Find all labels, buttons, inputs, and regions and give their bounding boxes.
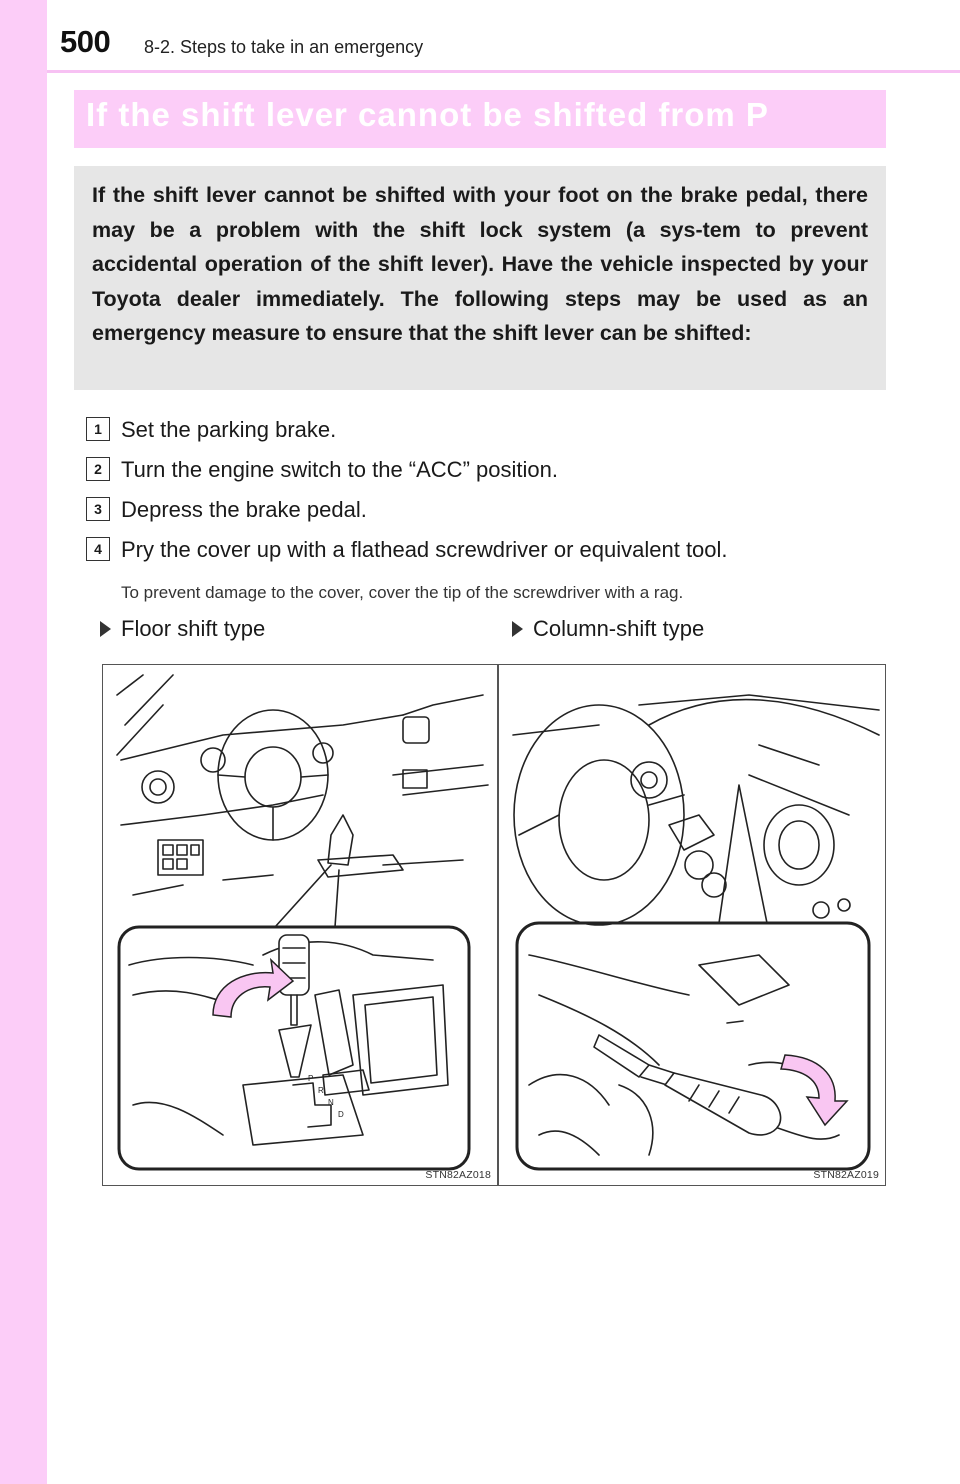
figure-label-column-shift	[512, 616, 704, 642]
svg-text:R: R	[318, 1086, 324, 1095]
page-number: 500	[60, 24, 111, 59]
floor-shift-illustration	[103, 665, 499, 1187]
figure-column-shift	[498, 664, 886, 1186]
figure-label-floor-shift	[100, 616, 265, 642]
intro-text: If the shift lever cannot be shifted with your foot on the brake pedal, there may be a problem with the shift lock system (a sys-tem to prevent accidental operation of the shift lever). Have the vehicle inspected by your Toyota dealer immediately. The following steps may be used as an emergency measure to ensure that the shift lever can be shifted:	[92, 183, 868, 346]
svg-text:P: P	[308, 1074, 314, 1083]
section-title: If the shift lever cannot be shifted from P	[86, 96, 769, 133]
svg-text:D: D	[338, 1110, 344, 1119]
figure-label-text: Column-shift type	[533, 616, 705, 641]
figure-code: STN82AZ018	[425, 1169, 491, 1181]
step-number-badge: 3	[86, 497, 110, 521]
column-shift-illustration	[499, 665, 887, 1187]
rotate-arrow-icon	[213, 960, 293, 1017]
rotate-arrow-icon	[781, 1055, 847, 1125]
figure-label-text: Floor shift type	[121, 616, 266, 641]
step-text: Depress the brake pedal.	[121, 497, 367, 522]
step-text: Turn the engine switch to the “ACC” position.	[121, 457, 558, 482]
figure-code: STN82AZ019	[813, 1169, 879, 1181]
step-number-badge: 4	[86, 537, 110, 561]
header-rule	[47, 70, 960, 73]
svg-text:N: N	[328, 1098, 334, 1107]
figure-floor-shift	[102, 664, 498, 1186]
chapter-heading: 8-2. Steps to take in an emergency	[144, 37, 424, 57]
triangle-bullet-icon	[512, 621, 523, 637]
step-number-badge: 1	[86, 417, 110, 441]
step-number-badge: 2	[86, 457, 110, 481]
triangle-bullet-icon	[100, 621, 111, 637]
step-text: Set the parking brake.	[121, 417, 337, 442]
side-tab-strip	[0, 0, 47, 1484]
step-text: Pry the cover up with a flathead screwdriver or equivalent tool.	[121, 537, 728, 562]
step-note: To prevent damage to the cover, cover the tip of the screwdriver with a rag.	[121, 583, 684, 602]
